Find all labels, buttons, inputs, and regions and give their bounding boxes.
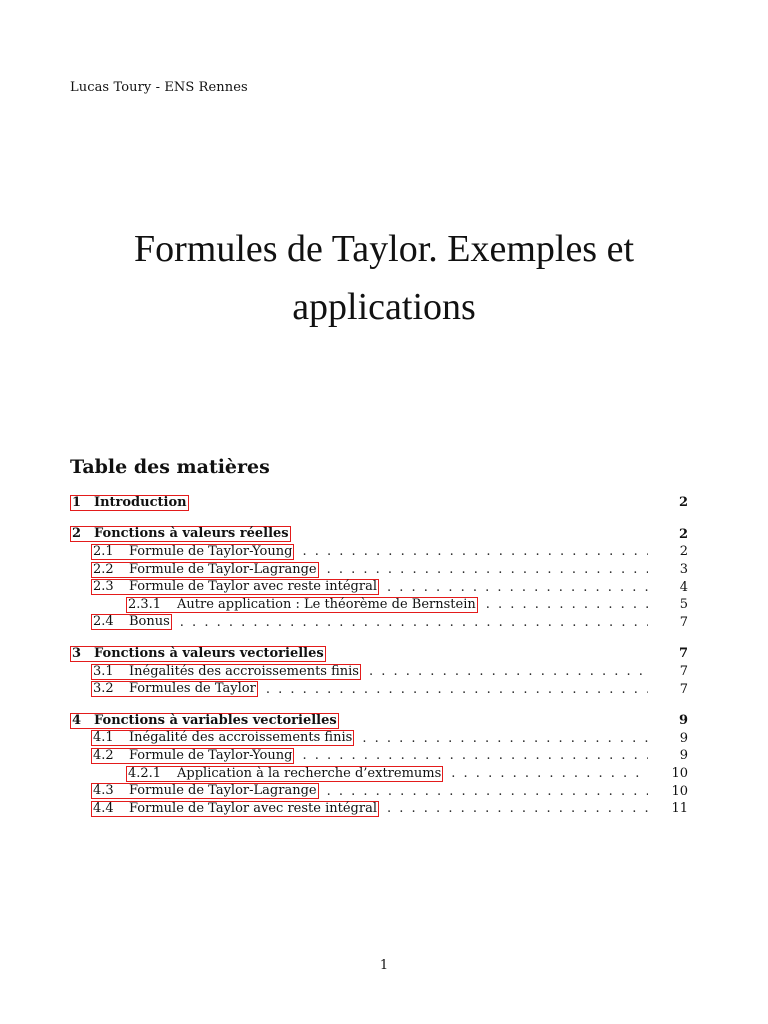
toc-entry-number: 2.3.1 — [128, 596, 162, 612]
toc-link[interactable] — [91, 730, 354, 746]
toc-page-number: 4 — [679, 579, 688, 595]
toc-subsection-row — [70, 800, 688, 818]
toc-entry-number: 4.4 — [93, 800, 114, 816]
toc-link[interactable] — [126, 766, 443, 782]
toc-dot-leader — [451, 766, 648, 781]
toc-entry-number: 2.4 — [93, 614, 114, 630]
toc-entry-number: 4.2 — [93, 747, 114, 763]
toc-page-number: 9 — [679, 730, 688, 746]
toc-entry-number: 4 — [72, 712, 82, 728]
toc-dot-leader — [387, 580, 648, 595]
toc-link[interactable] — [91, 801, 379, 817]
toc-page-number: 2 — [678, 495, 688, 511]
document-title — [0, 220, 768, 336]
toc-entry-label: Autre application : Le théorème de Bernstein — [177, 596, 476, 612]
toc-page-number: 7 — [678, 646, 688, 662]
toc-entry-label: Formules de Taylor — [129, 681, 256, 697]
toc-entry-label: Formule de Taylor-Young — [129, 543, 293, 559]
toc-entry-label: Application à la recherche d’extremums — [177, 765, 442, 781]
toc-subsection-row — [70, 614, 688, 632]
toc-page-number: 10 — [671, 783, 688, 799]
toc-entry-number: 3.1 — [93, 663, 114, 679]
toc-link[interactable] — [70, 713, 339, 729]
toc-page-number: 11 — [671, 801, 688, 817]
toc-page-number: 7 — [679, 664, 688, 680]
toc-entry-label: Bonus — [129, 614, 170, 630]
toc-dot-leader — [327, 784, 648, 799]
toc-entry-label: Fonctions à variables vectorielles — [94, 712, 337, 728]
toc-link[interactable] — [126, 597, 478, 613]
toc-link[interactable] — [91, 664, 361, 680]
toc-subsection-row — [70, 561, 688, 579]
page-number: 1 — [379, 958, 389, 973]
table-of-contents — [70, 494, 688, 818]
toc-link[interactable] — [70, 526, 291, 542]
toc-dot-leader — [302, 748, 648, 763]
toc-link[interactable] — [91, 748, 294, 764]
toc-dot-leader — [180, 615, 648, 630]
toc-link[interactable] — [91, 783, 319, 799]
document-title-line-1: Formules de Taylor. Exemples et — [133, 228, 635, 270]
toc-entry-label: Inégalité des accroissements finis — [129, 730, 353, 746]
toc-link[interactable] — [91, 579, 379, 595]
toc-subsection-row — [70, 663, 688, 681]
document-title-line-2: applications — [292, 286, 476, 328]
toc-subsection-row — [70, 680, 688, 698]
toc-page-number: 2 — [678, 526, 688, 542]
toc-section-row — [70, 526, 688, 544]
toc-entry-label: Introduction — [94, 494, 187, 510]
toc-subsection-row — [70, 578, 688, 596]
toc-dot-leader — [369, 664, 648, 679]
toc-page-number: 3 — [679, 562, 688, 578]
toc-page-number: 9 — [678, 713, 688, 729]
toc-dot-leader — [302, 544, 648, 559]
toc-entry-label: Formule de Taylor-Young — [129, 747, 293, 763]
toc-dot-leader — [266, 682, 648, 697]
toc-entry-label: Fonctions à valeurs réelles — [94, 526, 289, 542]
toc-link[interactable] — [91, 681, 258, 697]
toc-dot-leader — [362, 731, 648, 746]
toc-entry-number: 2 — [72, 526, 82, 542]
toc-entry-number: 4.3 — [93, 783, 114, 799]
toc-subsection-row — [70, 730, 688, 748]
toc-entry-number: 1 — [72, 494, 82, 510]
toc-entry-number: 2.1 — [93, 543, 114, 559]
toc-entry-number: 3 — [72, 645, 82, 661]
toc-entry-number: 4.1 — [93, 730, 114, 746]
toc-page-number: 2 — [679, 544, 688, 560]
toc-link[interactable] — [91, 544, 294, 560]
toc-dot-leader — [387, 801, 648, 816]
toc-page-number: 10 — [671, 766, 688, 782]
toc-entry-number: 4.2.1 — [128, 765, 162, 781]
toc-page-number: 5 — [679, 597, 688, 613]
toc-entry-number: 3.2 — [93, 681, 114, 697]
toc-link[interactable] — [91, 562, 319, 578]
toc-page-number: 9 — [679, 748, 688, 764]
toc-entry-number: 2.2 — [93, 561, 114, 577]
author-header: Lucas Toury - ENS Rennes — [70, 80, 248, 95]
toc-link[interactable] — [70, 495, 189, 511]
toc-entry-label: Fonctions à valeurs vectorielles — [94, 645, 324, 661]
toc-link[interactable] — [91, 614, 172, 630]
toc-subsection-row — [70, 782, 688, 800]
toc-entry-number: 2.3 — [93, 579, 114, 595]
toc-entry-label: Formule de Taylor avec reste intégral — [129, 579, 377, 595]
toc-link[interactable] — [70, 646, 326, 662]
toc-subsection-row — [70, 543, 688, 561]
toc-heading: Table des matières — [70, 456, 270, 478]
toc-entry-label: Formule de Taylor-Lagrange — [129, 561, 317, 577]
toc-subsection-row — [70, 596, 688, 614]
toc-section-row — [70, 494, 688, 512]
toc-dot-leader — [486, 597, 648, 612]
toc-subsection-row — [70, 747, 688, 765]
toc-page-number: 7 — [679, 614, 688, 630]
toc-dot-leader — [327, 562, 648, 577]
toc-entry-label: Formule de Taylor avec reste intégral — [129, 800, 377, 816]
toc-entry-label: Formule de Taylor-Lagrange — [129, 783, 317, 799]
toc-page-number: 7 — [679, 681, 688, 697]
toc-entry-label: Inégalités des accroissements finis — [129, 663, 359, 679]
toc-subsection-row — [70, 765, 688, 783]
toc-section-row — [70, 645, 688, 663]
toc-section-row — [70, 712, 688, 730]
